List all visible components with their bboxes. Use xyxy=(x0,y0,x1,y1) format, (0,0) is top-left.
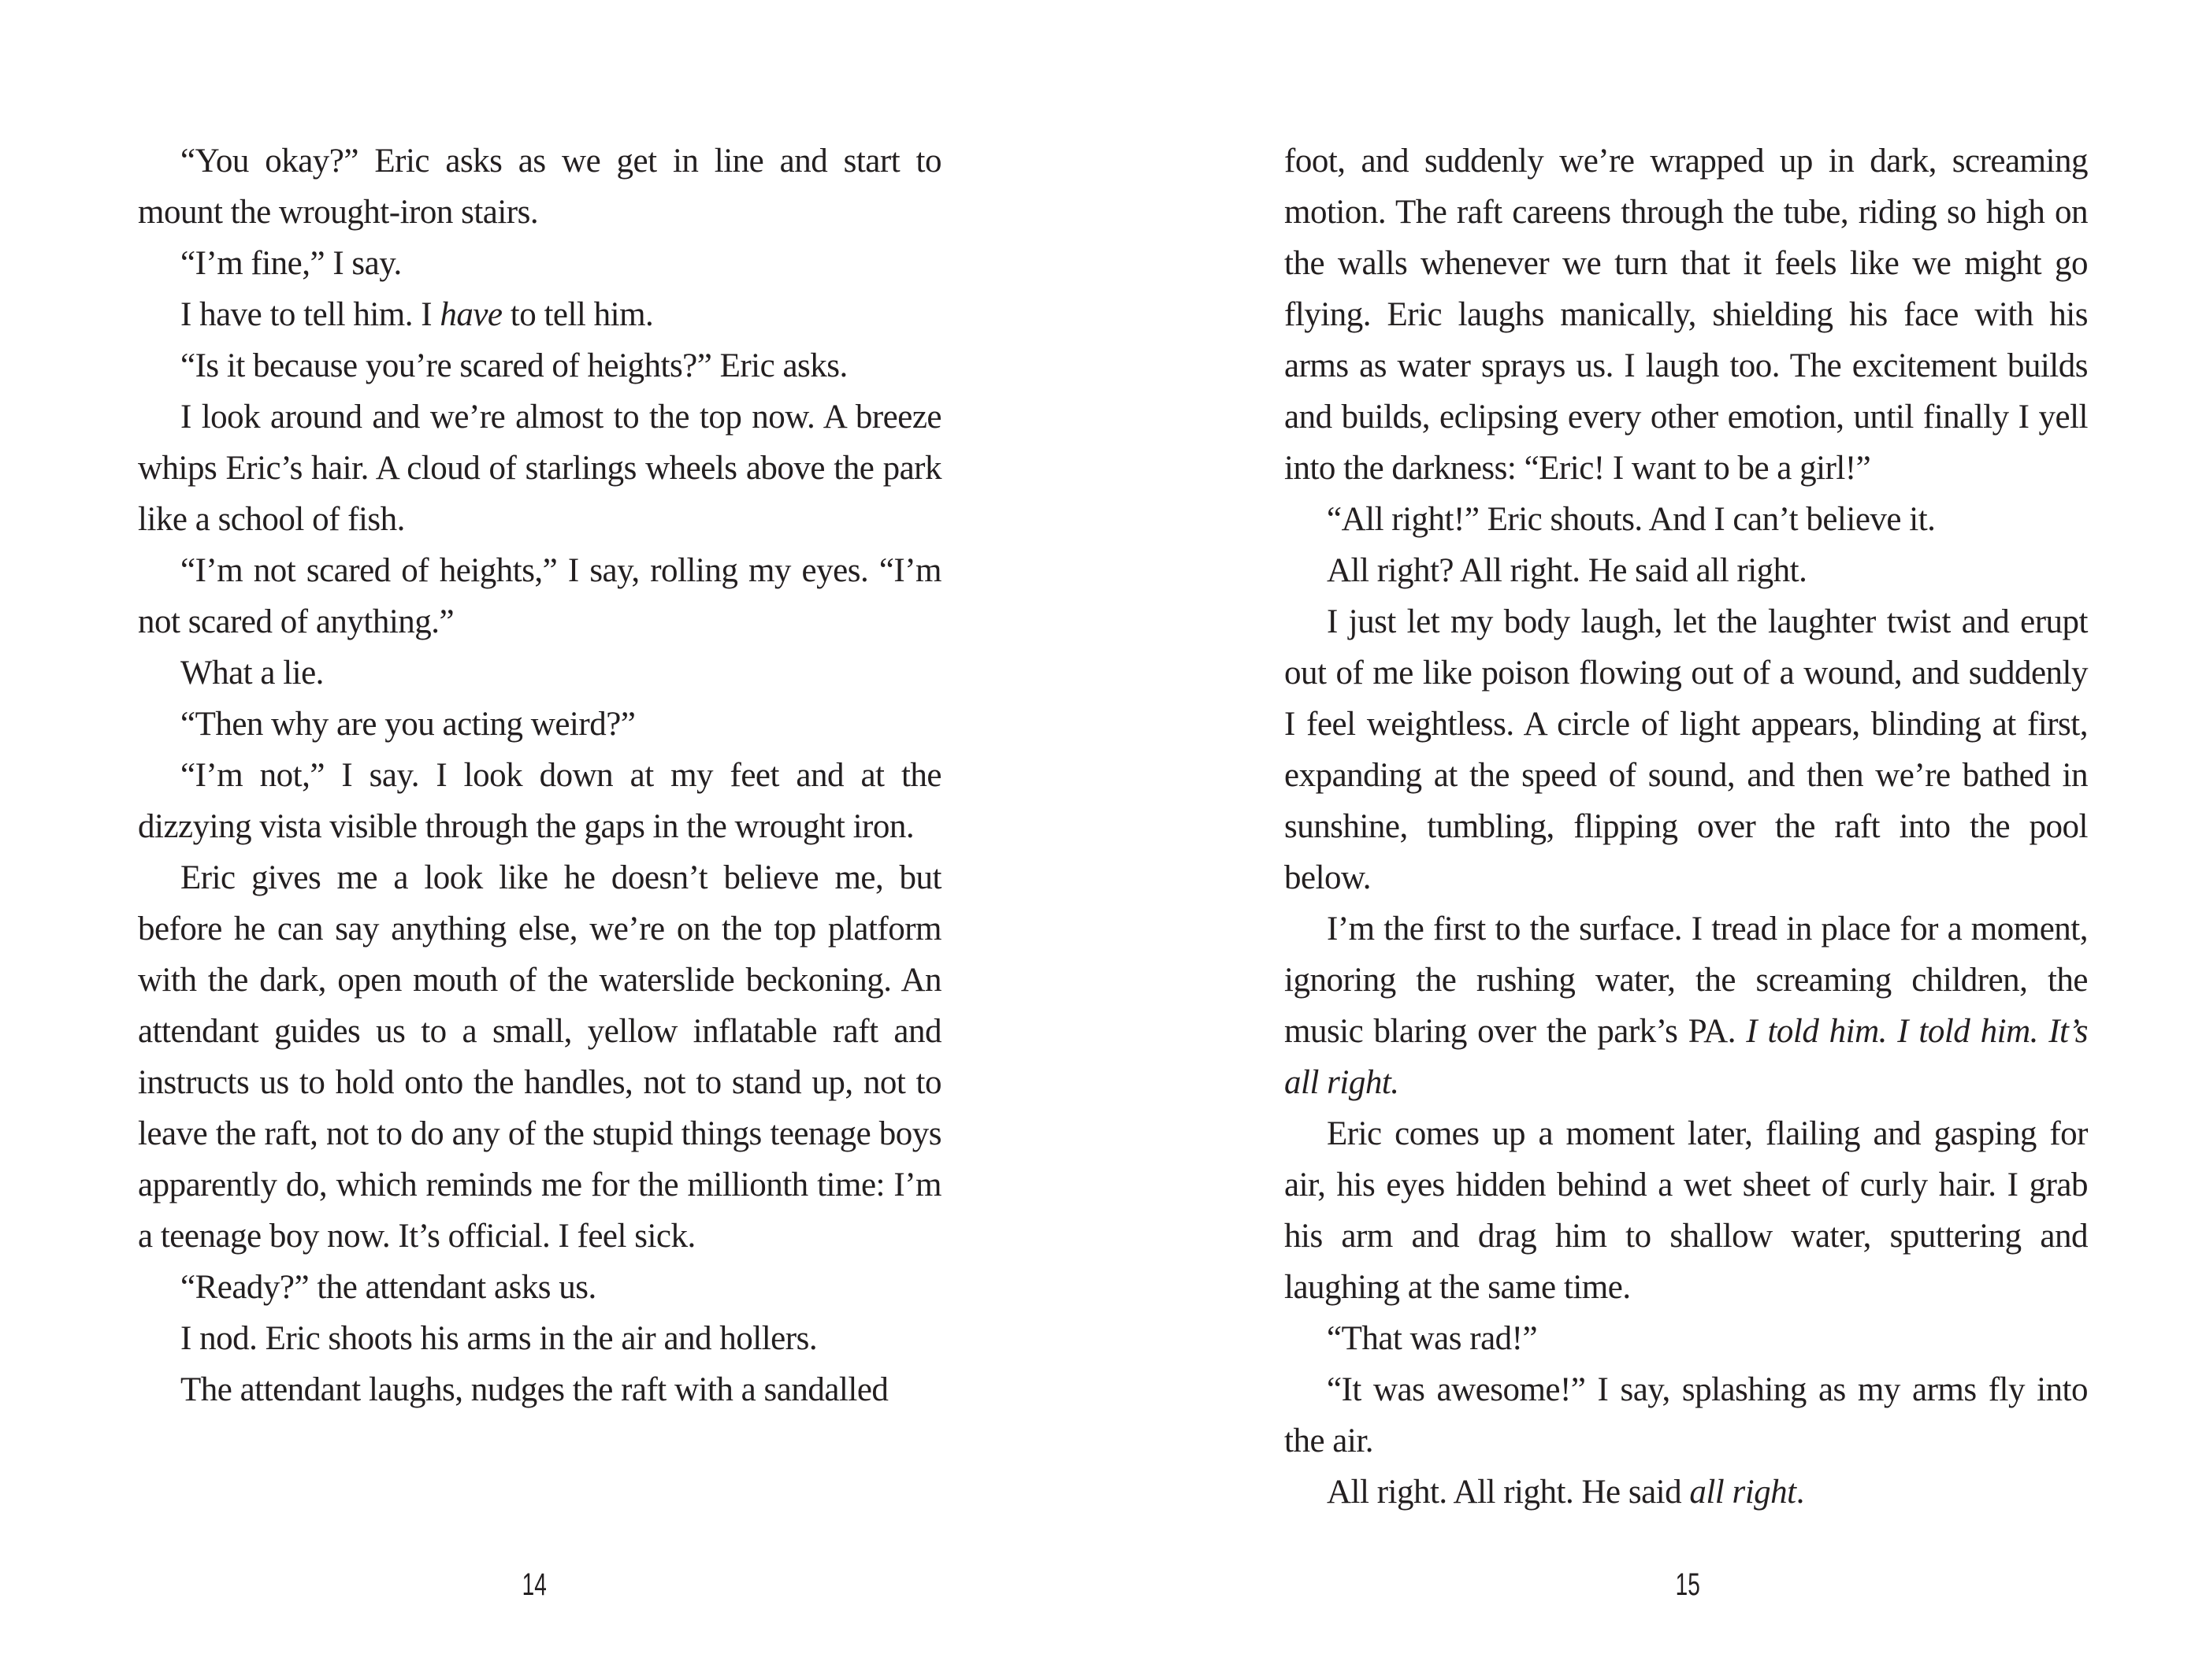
text-run: “I’m fine,” I say. xyxy=(180,245,402,282)
paragraph xyxy=(138,699,941,750)
text-run: I have to tell him. I xyxy=(180,296,440,333)
italic-text: have xyxy=(440,296,503,333)
paragraph xyxy=(138,1313,941,1364)
paragraph xyxy=(138,391,941,545)
text-run: I’m the first to the surface. I tread in place for a moment, ignoring the rushing water, the screaming children, the music blaring over the park’s PA. xyxy=(1284,910,2088,1050)
italic-text: I told him. I told him. It’s all right. xyxy=(1284,1013,2088,1101)
text-run: “Is it because you’re scared of heights?” Eric asks. xyxy=(180,347,848,384)
paragraph xyxy=(1284,545,2088,596)
left-page-text xyxy=(138,135,941,1415)
paragraph xyxy=(138,545,941,647)
paragraph xyxy=(138,1262,941,1313)
paragraph xyxy=(138,750,941,852)
text-run: “You okay?” Eric asks as we get in line and start to mount the wrought-iron stairs. xyxy=(138,143,941,231)
paragraph xyxy=(138,238,941,289)
paragraph xyxy=(138,647,941,699)
text-run: What a lie. xyxy=(180,655,324,692)
text-run: “Then why are you acting weird?” xyxy=(180,706,636,743)
paragraph xyxy=(1284,903,2088,1108)
text-run: “All right!” Eric shouts. And I can’t believe it. xyxy=(1327,501,1936,538)
text-run: “It was awesome!” I say, splashing as my arms fly into the air. xyxy=(1284,1371,2088,1459)
text-run: Eric comes up a moment later, flailing and gasping for air, his eyes hidden behind a wet sheet of curly hair. I grab his arm and drag him to shallow water, sputtering and laughing at the same time. xyxy=(1284,1115,2088,1306)
paragraph xyxy=(1284,1313,2088,1364)
text-run: “Ready?” the attendant asks us. xyxy=(180,1269,596,1306)
text-run: to tell him. xyxy=(502,296,654,333)
text-run: I look around and we’re almost to the top now. A breeze whips Eric’s hair. A cloud of starlings wheels above the park like a school of fish. xyxy=(138,399,941,538)
text-run: “I’m not scared of heights,” I say, rolling my eyes. “I’m not scared of anything.” xyxy=(138,552,941,640)
text-run: “That was rad!” xyxy=(1327,1320,1538,1357)
right-page-number: 15 xyxy=(1675,1567,1700,1602)
paragraph xyxy=(1284,1364,2088,1467)
left-page-number: 14 xyxy=(522,1567,547,1602)
paragraph xyxy=(138,340,941,391)
paragraph xyxy=(1284,1108,2088,1313)
paragraph xyxy=(138,135,941,238)
paragraph xyxy=(138,1364,941,1415)
text-run: Eric gives me a look like he doesn’t believe me, but before he can say anything else, we’re on the top platform with the dark, open mouth of the waterslide beckoning. An attendant guides us to a small, yellow inflatable raft and instructs us to hold onto the handles, not to stand up, not to leave the raft, not to do any of the stupid things teenage boys apparently do, which reminds me for the millionth time: I’m a teenage boy now. It’s official. I feel sick. xyxy=(138,859,941,1255)
text-run: I just let my body laugh, let the laughter twist and erupt out of me like poison flowing out of a wound, and suddenly I feel weightless. A circle of light appears, blinding at first, expanding at the speed of sound, and then we’re bathed in sunshine, tumbling, flipping over the raft into the pool below. xyxy=(1284,603,2088,896)
text-run: The attendant laughs, nudges the raft with a sandalled xyxy=(180,1371,889,1408)
text-run: “I’m not,” I say. I look down at my feet and at the dizzying vista visible through the gaps in the wrought iron. xyxy=(138,757,941,845)
text-run: All right? All right. He said all right. xyxy=(1327,552,1807,589)
paragraph xyxy=(1284,596,2088,903)
text-run: . xyxy=(1796,1474,1804,1511)
right-page-text xyxy=(1284,135,2088,1518)
paragraph xyxy=(1284,494,2088,545)
text-run: foot, and suddenly we’re wrapped up in dark, screaming motion. The raft careens through the tube, riding so high on the walls whenever we turn that it feels like we might go flying. Eric laughs manically, shielding his face with his arms as water sprays us. I laugh too. The excitement builds and builds, eclipsing every other emotion, until finally I yell into the darkness: “Eric! I want to be a girl!” xyxy=(1284,143,2088,487)
paragraph xyxy=(138,852,941,1262)
italic-text: all right xyxy=(1689,1474,1796,1511)
paragraph xyxy=(138,289,941,340)
text-run: I nod. Eric shoots his arms in the air and hollers. xyxy=(180,1320,818,1357)
paragraph xyxy=(1284,1467,2088,1518)
text-run: All right. All right. He said xyxy=(1327,1474,1690,1511)
paragraph xyxy=(1284,135,2088,494)
